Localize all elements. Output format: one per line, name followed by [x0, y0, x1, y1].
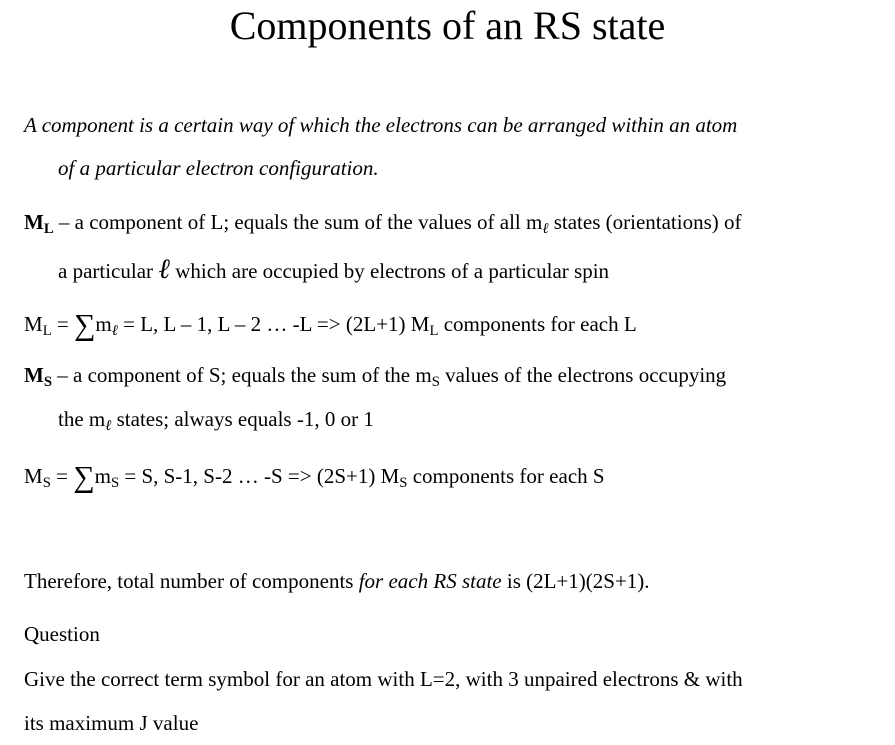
sum-symbol: ∑ [73, 460, 95, 494]
ml-equation: $M_L = \sum m_\ell = L$, L – 1, L – 2 … -L => (2L+1) $M_L$ components for each L [24, 308, 637, 342]
sum-symbol: ∑ [74, 308, 96, 342]
ms-definition-line-1: $M_S$ – a component of S; equals the sum of the $m_S$ values of the electrons occupying [24, 363, 727, 391]
definition-line-2: of a particular electron configuration. [58, 156, 379, 180]
definition-line-1: A component is a certain way of which the electrons can be arranged within an atom [24, 113, 738, 137]
ms-definition-line-2: the $m_\ell$ states; always equals -1, 0 or 1 [58, 407, 374, 435]
ms-equation: $M_S = \sum m_S = S$, S-1, S-2 … -S => (2S+1) $M_S$ components for each S [24, 460, 605, 494]
question-line-1: Give the correct term symbol for an atom with L=2, with 3 unpaired electrons & with [24, 667, 743, 691]
ml-symbol: $M_L$ [24, 210, 54, 238]
question-heading: Question [24, 622, 100, 646]
ml-definition-line-2: a particular ℓ which are occupied by electrons of a particular spin [58, 252, 610, 285]
therefore-line: Therefore, total number of components for each RS state is (2L+1)(2S+1). [24, 569, 650, 593]
slide-title: Components of an RS state [229, 3, 666, 48]
ml-definition-line-1: $M_L$ – a component of L; equals the sum of the values of all $m_\ell$ states (orientations) of [24, 210, 742, 238]
script-l-symbol: ℓ [158, 252, 170, 285]
ms-symbol: $M_S$ [24, 363, 52, 391]
question-line-2: its maximum J value [24, 711, 199, 735]
